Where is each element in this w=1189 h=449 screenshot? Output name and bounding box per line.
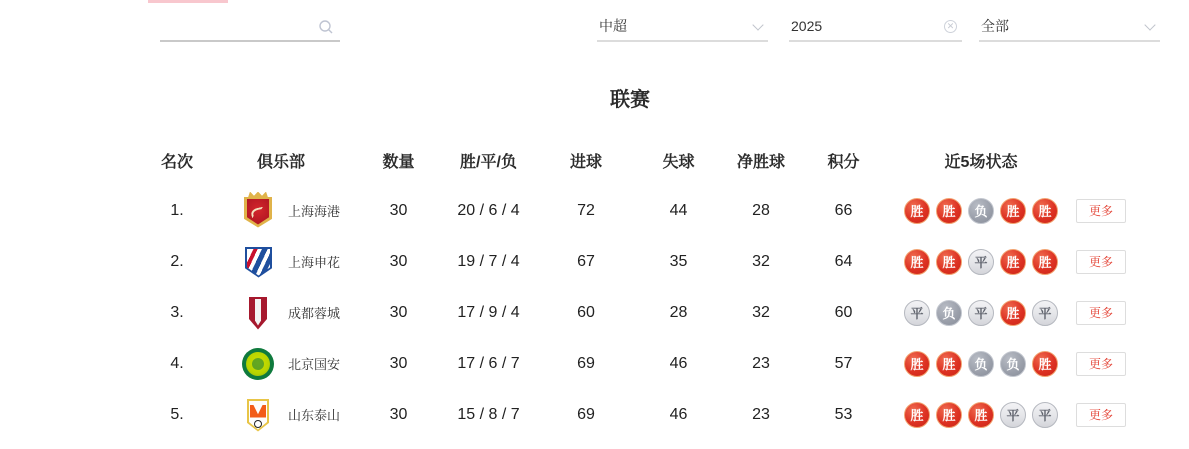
header-rank: 名次 [160, 153, 193, 171]
table-row [148, 185, 1146, 236]
points-cell: 53 [834, 405, 853, 423]
goals-for-cell: 60 [577, 303, 595, 321]
header-last5: 近5场状态 [944, 153, 1018, 171]
goal-diff-cell: 32 [752, 303, 770, 321]
club-name: 上海申花 [288, 255, 341, 270]
goals-against-cell: 46 [669, 354, 688, 372]
last5-badges [886, 198, 1076, 224]
goals-for-cell: 69 [577, 354, 595, 372]
goals-against-cell: 35 [669, 252, 688, 270]
rank-cell: 5. [170, 405, 184, 423]
table-row [148, 389, 1146, 440]
last5-badges [886, 249, 1076, 275]
played-cell: 30 [389, 354, 408, 372]
result-badge-win: 胜 [904, 198, 930, 224]
club-name: 上海海港 [288, 204, 341, 219]
page-title: 联赛 [610, 89, 650, 111]
points-cell: 64 [834, 252, 853, 270]
club-logo [240, 396, 276, 434]
result-badge-win: 胜 [904, 402, 930, 428]
club-cell [206, 243, 356, 281]
season-select[interactable] [789, 12, 962, 42]
result-badge-win: 胜 [904, 351, 930, 377]
goal-diff-cell: 23 [752, 354, 770, 372]
club-logo [240, 243, 276, 281]
result-badge-win: 胜 [936, 198, 962, 224]
more-button[interactable]: 更多 [1076, 250, 1126, 274]
table-row [148, 236, 1146, 287]
wdl-cell: 15 / 8 / 7 [457, 405, 520, 423]
points-cell: 66 [834, 201, 853, 219]
goal-diff-cell: 32 [752, 252, 770, 270]
rank-cell: 3. [170, 303, 184, 321]
season-select-value: 2025 [791, 18, 823, 34]
wdl-cell: 19 / 7 / 4 [457, 252, 520, 270]
goals-for-cell: 67 [577, 252, 595, 270]
more-button[interactable]: 更多 [1076, 403, 1126, 427]
last5-badges [886, 402, 1076, 428]
scope-select[interactable] [979, 12, 1160, 42]
played-cell: 30 [389, 252, 408, 270]
result-badge-draw: 平 [968, 249, 994, 275]
goals-for-cell: 69 [577, 405, 595, 423]
table-header [148, 135, 1146, 185]
result-badge-win: 胜 [1032, 249, 1058, 275]
result-badge-win: 胜 [968, 402, 994, 428]
table-body [148, 185, 1146, 440]
goals-for-cell: 72 [577, 201, 595, 219]
result-badge-loss: 负 [968, 198, 994, 224]
header-played: 数量 [382, 153, 415, 171]
club-cell [206, 345, 356, 383]
club-logo [240, 192, 276, 230]
header-wdl: 胜/平/负 [460, 153, 517, 171]
more-button[interactable]: 更多 [1076, 352, 1126, 376]
table-row [148, 287, 1146, 338]
goals-against-cell: 44 [669, 201, 688, 219]
clear-icon[interactable]: ✕ [944, 20, 957, 33]
points-cell: 57 [834, 354, 853, 372]
standings-table [148, 135, 1146, 440]
header-points: 积分 [827, 153, 860, 171]
more-button[interactable]: 更多 [1076, 301, 1126, 325]
goal-diff-cell: 28 [752, 201, 770, 219]
club-cell [206, 294, 356, 332]
result-badge-win: 胜 [1000, 300, 1026, 326]
rank-cell: 1. [170, 201, 184, 219]
club-logo [240, 294, 276, 332]
scope-select-value: 全部 [981, 18, 1009, 34]
result-badge-win: 胜 [936, 249, 962, 275]
search-icon [318, 19, 334, 35]
rank-cell: 2. [170, 252, 184, 270]
header-club: 俱乐部 [256, 153, 305, 171]
rank-cell: 4. [170, 354, 184, 372]
top-pink-strip [148, 0, 228, 3]
goals-against-cell: 28 [669, 303, 688, 321]
search-input[interactable] [160, 12, 310, 38]
league-select-value: 中超 [599, 18, 627, 34]
table-row [148, 338, 1146, 389]
chevron-down-icon [1144, 19, 1155, 30]
result-badge-draw: 平 [1032, 300, 1058, 326]
result-badge-win: 胜 [1032, 351, 1058, 377]
header-goal-diff: 净胜球 [736, 153, 785, 171]
wdl-cell: 17 / 9 / 4 [457, 303, 520, 321]
club-name: 北京国安 [288, 357, 341, 372]
points-cell: 60 [834, 303, 853, 321]
wdl-cell: 20 / 6 / 4 [457, 201, 520, 219]
result-badge-loss: 负 [968, 351, 994, 377]
result-badge-win: 胜 [904, 249, 930, 275]
club-cell [206, 192, 356, 230]
club-cell [206, 396, 356, 434]
result-badge-draw: 平 [968, 300, 994, 326]
result-badge-win: 胜 [936, 402, 962, 428]
result-badge-win: 胜 [936, 351, 962, 377]
result-badge-loss: 负 [1000, 351, 1026, 377]
result-badge-win: 胜 [1000, 249, 1026, 275]
header-goals-against: 失球 [662, 153, 695, 171]
result-badge-draw: 平 [1000, 402, 1026, 428]
played-cell: 30 [389, 201, 408, 219]
goal-diff-cell: 23 [752, 405, 770, 423]
club-name: 山东泰山 [288, 408, 341, 423]
result-badge-win: 胜 [1032, 198, 1058, 224]
search-box [160, 12, 340, 42]
result-badge-draw: 平 [1032, 402, 1058, 428]
league-select[interactable] [597, 12, 768, 42]
club-name: 成都蓉城 [288, 306, 341, 321]
played-cell: 30 [389, 303, 408, 321]
result-badge-loss: 负 [936, 300, 962, 326]
result-badge-win: 胜 [1000, 198, 1026, 224]
header-goals-for: 进球 [569, 153, 602, 171]
last5-badges [886, 351, 1076, 377]
goals-against-cell: 46 [669, 405, 688, 423]
more-button[interactable]: 更多 [1076, 199, 1126, 223]
wdl-cell: 17 / 6 / 7 [457, 354, 520, 372]
played-cell: 30 [389, 405, 408, 423]
club-logo [240, 345, 276, 383]
result-badge-draw: 平 [904, 300, 930, 326]
chevron-down-icon [752, 19, 763, 30]
last5-badges [886, 300, 1076, 326]
